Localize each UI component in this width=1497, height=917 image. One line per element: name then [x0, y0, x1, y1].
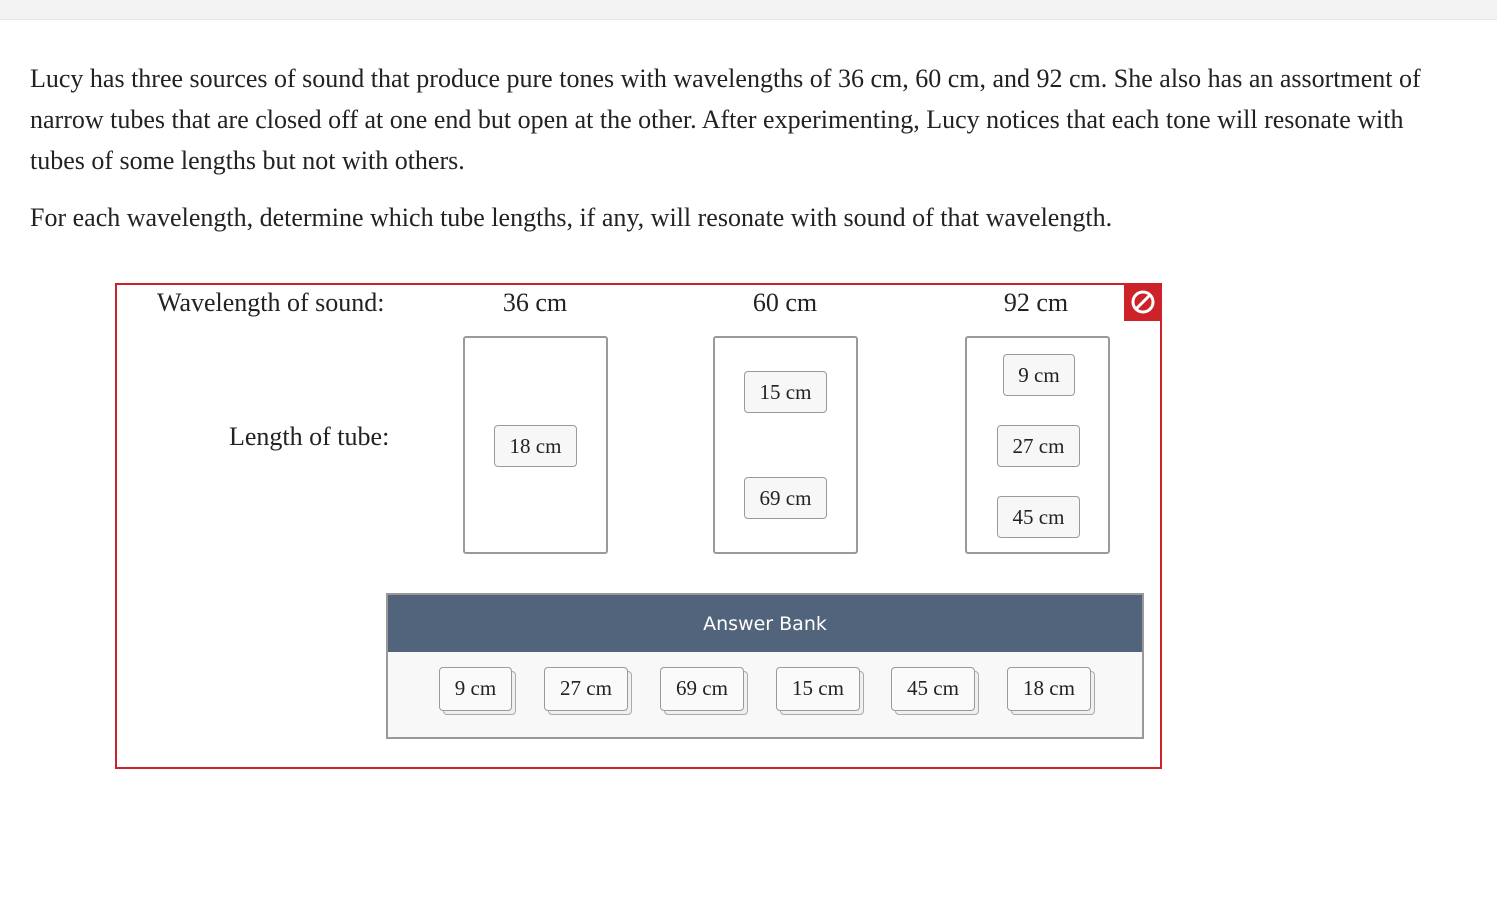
bank-item-15cm[interactable] — [776, 667, 860, 711]
bank-item-label: 18 cm — [1007, 667, 1091, 711]
placed-token-9cm[interactable]: 9 cm — [1003, 354, 1075, 396]
bank-item-label: 45 cm — [891, 667, 975, 711]
placed-token-27cm[interactable]: 27 cm — [997, 425, 1080, 467]
column-heading-92: 92 cm — [1003, 288, 1069, 317]
column-heading-60: 60 cm — [752, 288, 818, 317]
bank-item-9cm[interactable] — [439, 667, 512, 711]
dropzone-60cm[interactable] — [713, 336, 858, 554]
invalid-icon — [1124, 283, 1162, 321]
bank-item-45cm[interactable] — [891, 667, 975, 711]
bank-item-27cm[interactable] — [544, 667, 628, 711]
bank-item-18cm[interactable] — [1007, 667, 1091, 711]
bank-item-label: 69 cm — [660, 667, 744, 711]
question-text — [30, 58, 1460, 238]
length-row-label: Length of tube: — [229, 422, 390, 451]
bank-item-label: 15 cm — [776, 667, 860, 711]
question-paragraph-1: Lucy has three sources of sound that produce pure tones with wavelengths of 36 cm, 60 cm, and 92 cm. She also has an assortment of narrow tubes that are closed off at one end but open at the other. After experimenting, Lucy notices that each tone will resonate with tubes of some lengths but not with others. — [30, 64, 1421, 175]
placed-token-18cm[interactable]: 18 cm — [494, 425, 577, 467]
placed-token-45cm[interactable]: 45 cm — [997, 496, 1080, 538]
column-heading-36: 36 cm — [502, 288, 568, 317]
bank-item-69cm[interactable] — [660, 667, 744, 711]
bank-item-label: 9 cm — [439, 667, 512, 711]
placed-token-69cm[interactable]: 69 cm — [744, 477, 827, 519]
answer-bank-title: Answer Bank — [388, 595, 1142, 652]
answer-bank — [386, 593, 1144, 739]
bank-item-label: 27 cm — [544, 667, 628, 711]
question-paragraph-2: For each wavelength, determine which tube lengths, if any, will resonate with sound of that wavelength. — [30, 203, 1113, 232]
wavelength-row-label: Wavelength of sound: — [157, 288, 385, 317]
placed-token-15cm[interactable]: 15 cm — [744, 371, 827, 413]
top-bar — [0, 0, 1497, 20]
